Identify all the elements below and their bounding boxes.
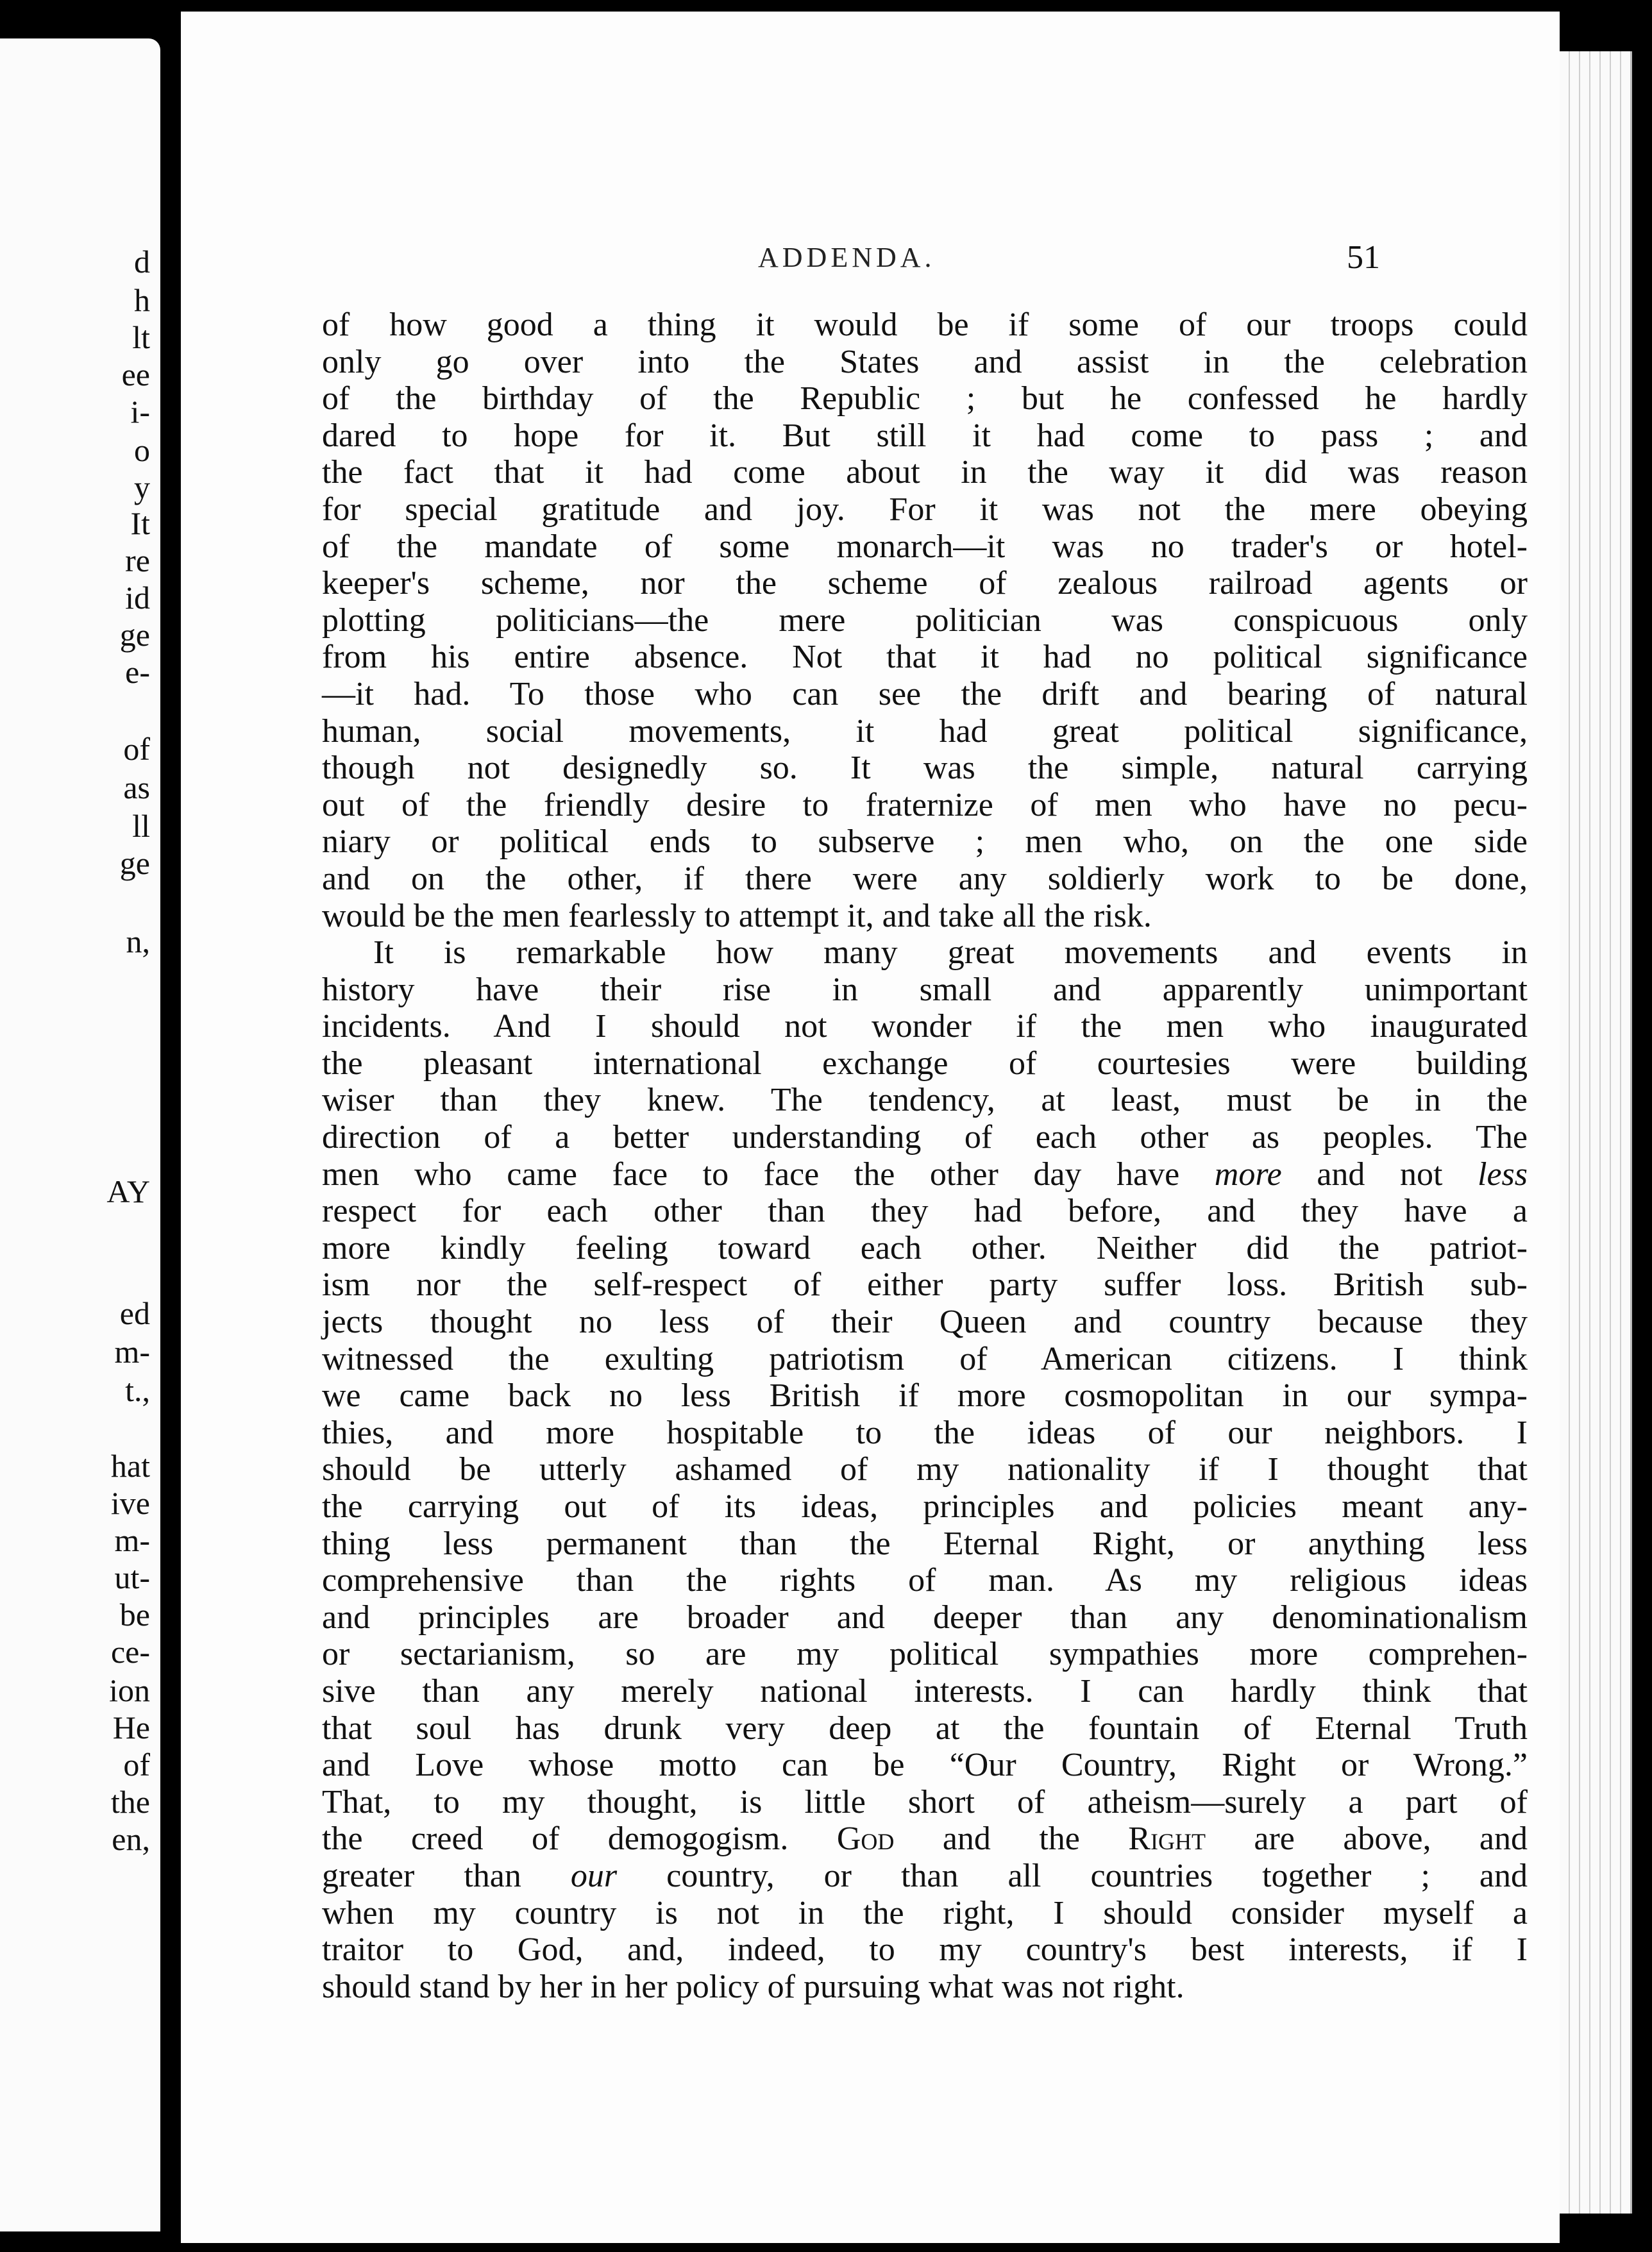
text-line: wiser than they knew. The tendency, at least, must be in the — [322, 1082, 1528, 1119]
text-line: That, to my thought, is little short of atheism—surely a part of — [322, 1783, 1528, 1820]
text-line: should stand by her in her policy of pursuing what was not right. — [322, 1968, 1184, 2005]
text-line: sive than any merely national interests. I can hardly think that — [322, 1672, 1528, 1710]
text-line: niary or political ends to subserve ; men who, on the one side — [322, 823, 1528, 861]
smallcaps-god: God — [836, 1820, 895, 1858]
text-line: of how good a thing it would be if some of our troops could — [322, 307, 1528, 343]
text-line: traitor to God, and, indeed, to my country's best interests, if I — [322, 1931, 1528, 1969]
facing-page-fragment: n, — [126, 923, 150, 959]
text-line: thing less permanent than the Eternal Right, or anything less — [322, 1525, 1528, 1562]
text-line: and principles are broader and deeper than any denominationalism — [322, 1599, 1528, 1636]
facing-page-fragment: m- — [114, 1522, 150, 1558]
text-line: incidents. And I should not wonder if the men who inaugurated — [322, 1008, 1528, 1045]
text-line: greater than our country, or than all countries together ; and — [322, 1857, 1528, 1894]
running-head: ADDENDA. — [758, 242, 936, 273]
text-line: keeper's scheme, nor the scheme of zealous railroad agents or — [322, 565, 1528, 602]
facing-page-fragment: lt — [132, 319, 150, 355]
facing-page-fragment: ce- — [110, 1634, 150, 1670]
text-line: witnessed the exulting patriotism of American citizens. I think — [322, 1340, 1528, 1377]
text-line: —it had. To those who can see the drift and bearing of natural — [322, 675, 1528, 712]
text-line: history have their rise in small and apparently unimportant — [322, 971, 1528, 1008]
facing-page-fragment: y — [134, 469, 150, 505]
facing-page-fragment: It — [130, 505, 150, 541]
text-line: though not designedly so. It was the simple, natural carrying — [322, 750, 1528, 787]
text-line: should be utterly ashamed of my nationality if I thought that — [322, 1451, 1528, 1488]
smallcaps-right: Right — [1128, 1820, 1206, 1858]
facing-page-fragment: h — [134, 282, 150, 318]
text-line: the carrying out of its ideas, principles and policies meant any- — [322, 1488, 1528, 1525]
text-line: that soul has drunk very deep at the fountain of Eternal Truth — [322, 1710, 1528, 1747]
text-line: dared to hope for it. But still it had come to pass ; and — [322, 417, 1528, 454]
italic-our: our — [570, 1857, 618, 1894]
text-line: the fact that it had come about in the way it did was reason — [322, 454, 1528, 491]
facing-page-fragment: of — [123, 1747, 150, 1783]
italic-less: less — [1478, 1155, 1528, 1193]
facing-page-fragment: ll — [132, 808, 150, 844]
facing-page-fragment: ut- — [114, 1559, 150, 1595]
facing-page-fragment: ed — [119, 1295, 150, 1331]
text-line: out of the friendly desire to fraternize of men who have no pecu- — [322, 786, 1528, 823]
facing-page-fragment: the — [110, 1784, 150, 1820]
facing-page-fragment: He — [112, 1710, 150, 1745]
page-edges — [1560, 51, 1632, 2214]
page-number: 51 — [1347, 239, 1380, 276]
text-line: or sectarianism, so are my political sympathies more comprehen- — [322, 1636, 1528, 1673]
facing-page-fragment: re — [125, 542, 150, 578]
text-line: direction of a better understanding of each other as peoples. The — [322, 1119, 1528, 1156]
text-line: and on the other, if there were any soldierly work to be done, — [322, 860, 1528, 897]
facing-page-fragment: ive — [110, 1485, 150, 1521]
facing-page-fragment: t., — [125, 1372, 150, 1408]
text-line: for special gratitude and joy. For it was not the mere obeying — [322, 491, 1528, 528]
text-line: human, social movements, it had great political significance, — [322, 712, 1528, 750]
facing-page-fragment: AY — [106, 1173, 150, 1209]
facing-page-fragment: m- — [114, 1334, 150, 1370]
facing-page-fragment: be — [119, 1597, 150, 1633]
facing-page-fragment: of — [123, 731, 150, 767]
text-line: only go over into the States and assist in the celebration — [322, 343, 1528, 380]
facing-page-fragment: ge — [119, 845, 150, 881]
text-line: jects thought no less of their Queen and country because they — [322, 1304, 1528, 1341]
text-line: thies, and more hospitable to the ideas of our neighbors. I — [322, 1414, 1528, 1451]
facing-page-fragment: en, — [112, 1821, 150, 1857]
facing-page-fragment: ion — [109, 1672, 150, 1708]
italic-more: more — [1214, 1155, 1282, 1193]
text-line: of the birthday of the Republic ; but he confessed he hardly — [322, 380, 1528, 417]
text-line: comprehensive than the rights of man. As my religious ideas — [322, 1562, 1528, 1599]
facing-page-fragment: id — [125, 580, 150, 616]
text-line: would be the men fearlessly to attempt it, and take all the risk. — [322, 897, 1152, 934]
paragraph-start-line: It is remarkable how many great movements and events in — [373, 934, 1528, 971]
page — [181, 12, 1560, 2243]
text-line: when my country is not in the right, I should consider myself a — [322, 1894, 1528, 1931]
facing-page-fragment: i- — [130, 394, 150, 430]
text-line: men who came face to face the other day have more and not less — [322, 1155, 1528, 1193]
facing-page-fragment: e- — [125, 654, 150, 690]
facing-page-fragment: d — [134, 244, 150, 280]
text-line: we came back no less British if more cosmopolitan in our sympa- — [322, 1377, 1528, 1415]
text-line: more kindly feeling toward each other. Neither did the patriot- — [322, 1229, 1528, 1266]
facing-page-fragment: hat — [110, 1448, 150, 1484]
text-line: plotting politicians—the mere politician was conspicuous only — [322, 601, 1528, 639]
facing-page — [0, 38, 160, 2231]
facing-page-fragment: as — [123, 769, 150, 805]
text-line: and Love whose motto can be “Our Country, Right or Wrong.” — [322, 1747, 1528, 1784]
facing-page-fragment: o — [134, 432, 150, 468]
text-line: the creed of demogogism. God and the Right are above, and — [322, 1820, 1528, 1858]
text-line: of the mandate of some monarch—it was no trader's or hotel- — [322, 528, 1528, 565]
text-line: respect for each other than they had before, and they have a — [322, 1193, 1528, 1230]
facing-page-fragment: ee — [121, 357, 150, 392]
text-line: ism nor the self-respect of either party suffer loss. British sub- — [322, 1266, 1528, 1304]
text-line: the pleasant international exchange of courtesies were building — [322, 1045, 1528, 1082]
text-line: from his entire absence. Not that it had no political significance — [322, 639, 1528, 676]
body-text — [322, 307, 1528, 2005]
facing-page-fragment: ge — [119, 617, 150, 653]
